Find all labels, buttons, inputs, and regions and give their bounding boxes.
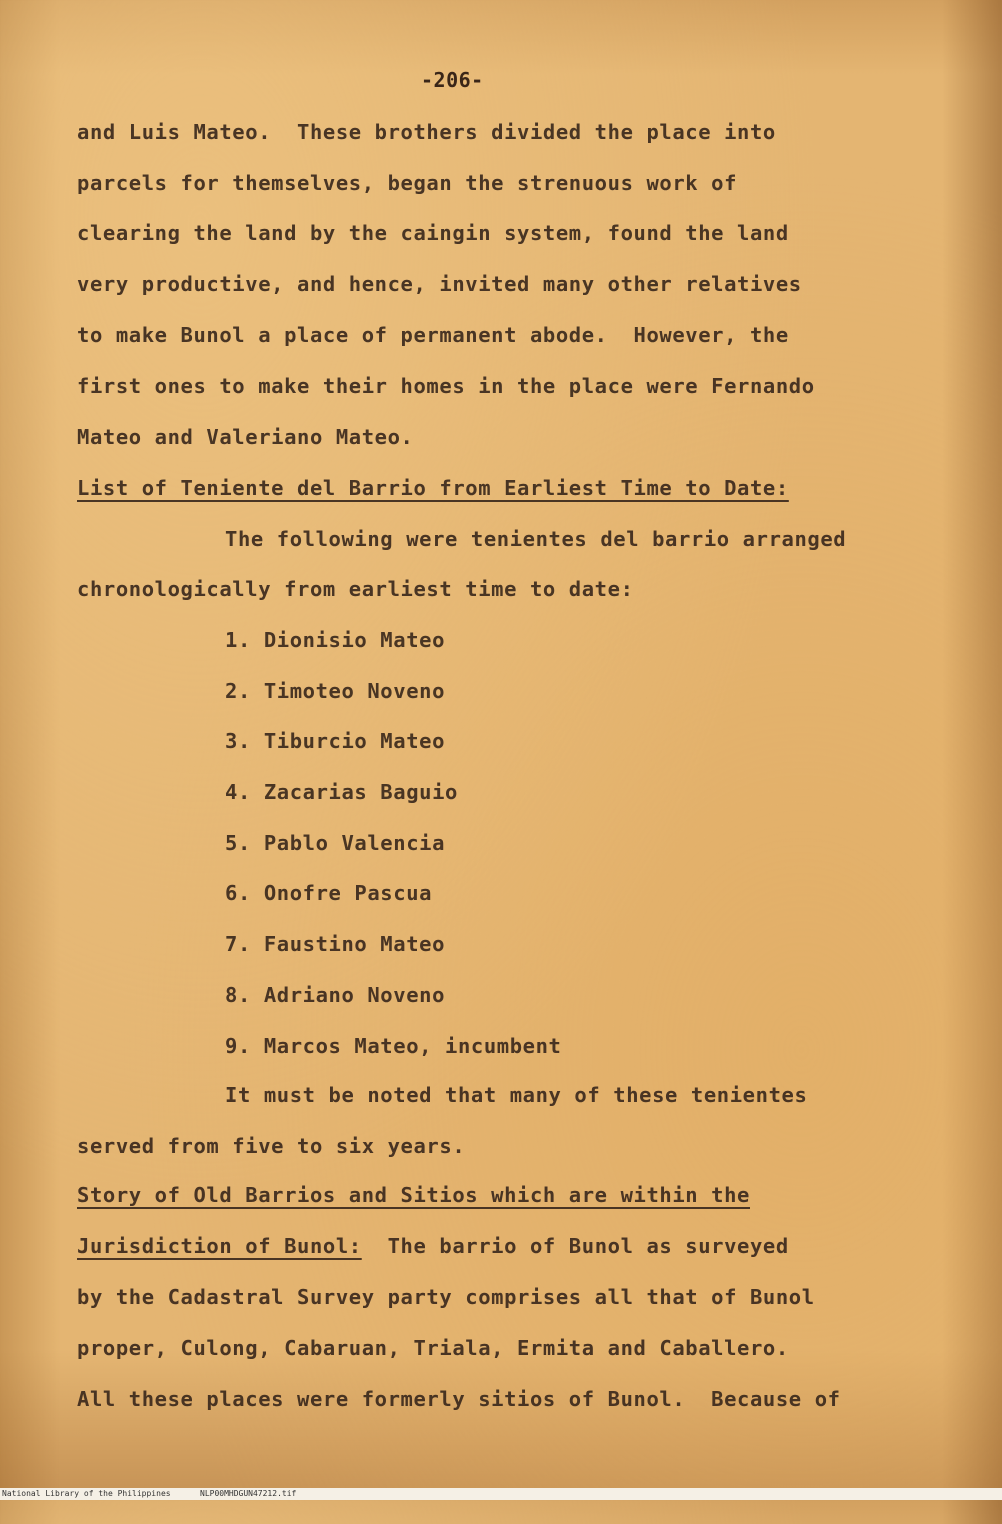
section-heading-story: Story of Old Barrios and Sitios which are within the xyxy=(77,1183,750,1207)
story-line: by the Cadastral Survey party comprises all that of Bunol xyxy=(77,1285,815,1309)
list-item: 8. Adriano Noveno xyxy=(225,983,446,1007)
note-line: It must be noted that many of these tenientes xyxy=(225,1083,808,1107)
intro-line: chronologically from earliest time to date: xyxy=(77,577,634,601)
story-text-start: The barrio of Bunol as surveyed xyxy=(361,1234,789,1258)
scan-footer xyxy=(0,1488,1002,1500)
story-heading-line xyxy=(77,1234,789,1258)
list-item: 7. Faustino Mateo xyxy=(225,932,446,956)
page-number: -206- xyxy=(421,68,484,92)
body-line: first ones to make their homes in the place were Fernando xyxy=(77,374,815,398)
story-line: All these places were formerly sitios of Bunol. Because of xyxy=(77,1387,841,1411)
body-line: Mateo and Valeriano Mateo. xyxy=(77,425,414,449)
list-item: 6. Onofre Pascua xyxy=(225,881,433,905)
list-item: 9. Marcos Mateo, incumbent xyxy=(225,1034,562,1058)
body-line: clearing the land by the caingin system, found the land xyxy=(77,221,789,245)
list-item: 3. Tiburcio Mateo xyxy=(225,729,446,753)
body-line: very productive, and hence, invited many other relatives xyxy=(77,272,802,296)
body-line: and Luis Mateo. These brothers divided the place into xyxy=(77,120,776,144)
note-line: served from five to six years. xyxy=(77,1134,466,1158)
list-item: 1. Dionisio Mateo xyxy=(225,628,446,652)
list-item: 2. Timoteo Noveno xyxy=(225,679,446,703)
body-line: parcels for themselves, began the strenuous work of xyxy=(77,171,738,195)
section-heading-story-continued: Jurisdiction of Bunol: xyxy=(77,1234,362,1258)
footer-library: National Library of the Philippines xyxy=(2,1489,171,1498)
intro-line: The following were tenientes del barrio arranged xyxy=(225,527,847,551)
body-line: to make Bunol a place of permanent abode. However, the xyxy=(77,323,789,347)
list-item: 5. Pablo Valencia xyxy=(225,831,446,855)
footer-filename: NLP00MHDGUN47212.tif xyxy=(200,1489,297,1498)
list-item: 4. Zacarias Baguio xyxy=(225,780,458,804)
story-line: proper, Culong, Cabaruan, Triala, Ermita and Caballero. xyxy=(77,1336,789,1360)
section-heading-teniente: List of Teniente del Barrio from Earliest Time to Date: xyxy=(77,476,789,500)
